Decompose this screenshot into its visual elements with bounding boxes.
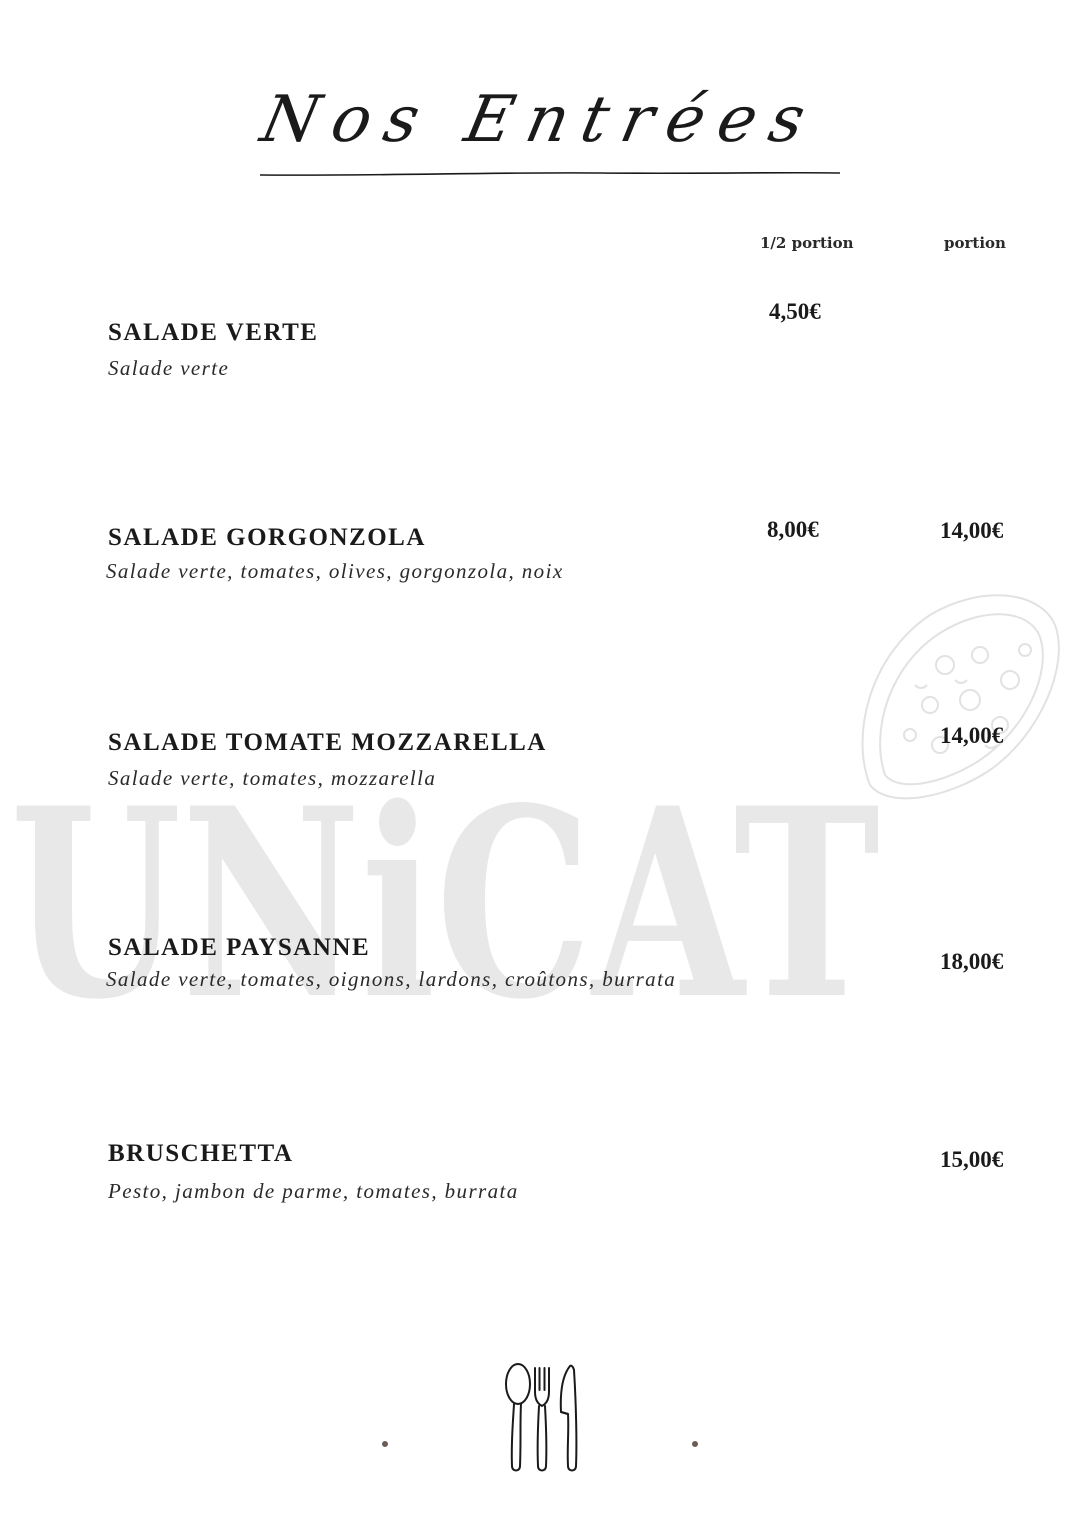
item-description: Salade verte, tomates, oignons, lardons, croûtons, burrata [106, 967, 677, 991]
title-underline [260, 170, 840, 178]
item-description: Salade verte, tomates, mozzarella [108, 766, 437, 790]
item-price-full: 14,00€ [940, 518, 1004, 543]
item-description: Salade verte, tomates, olives, gorgonzola, noix [106, 559, 564, 583]
item-name: BRUSCHETTA [108, 1140, 294, 1167]
item-description: Salade verte [108, 356, 230, 380]
item-name: SALADE VERTE [108, 319, 319, 346]
item-name: SALADE GORGONZOLA [108, 524, 426, 551]
menu-item [108, 728, 728, 792]
column-header-half-portion: 1/2 portion [760, 234, 854, 252]
menu-item [108, 523, 728, 585]
item-price-full: 15,00€ [940, 1147, 1004, 1172]
item-price-full: 18,00€ [940, 949, 1004, 974]
item-description: Pesto, jambon de parme, tomates, burrata [108, 1179, 519, 1203]
item-price-half: 8,00€ [767, 517, 819, 542]
item-name: SALADE TOMATE MOZZARELLA [108, 729, 547, 756]
column-header-portion: portion [944, 234, 1006, 252]
decorative-dot-left [382, 1441, 388, 1447]
menu-item [108, 1139, 728, 1205]
pizza-icon [840, 585, 1070, 815]
item-name: SALADE PAYSANNE [108, 934, 371, 961]
item-price-half: 4,50€ [769, 299, 821, 324]
cutlery-icon [498, 1362, 586, 1476]
title-block [0, 70, 1080, 190]
decorative-dot-right [692, 1441, 698, 1447]
item-price-full: 14,00€ [940, 723, 1004, 748]
page-title: Nos Entrées [254, 83, 826, 157]
watermark-text: UNiCAT [10, 752, 880, 1020]
menu-item [108, 933, 728, 993]
menu-item [108, 318, 728, 382]
